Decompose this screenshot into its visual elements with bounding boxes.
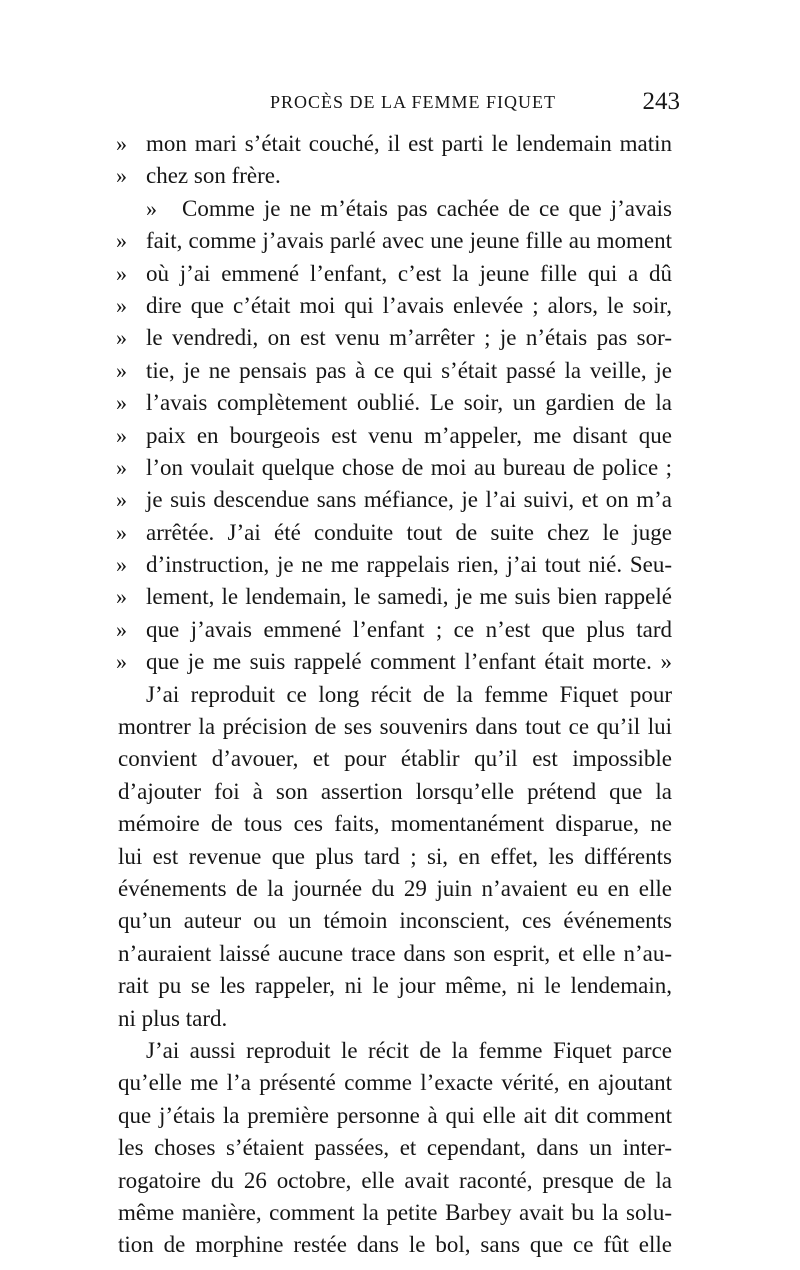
text-line-9	[0, 387, 800, 419]
line-4-quote-mark: »	[116, 228, 127, 254]
line-23-text: lui est revenue que plus tard ; si, en effet, les différents	[118, 843, 672, 869]
text-line-12	[0, 484, 800, 516]
text-line-8	[0, 355, 800, 387]
line-16-text: que j’avais emmené l’enfant ; ce n’est que plus tard	[146, 616, 672, 642]
line-17-quote-mark: »	[116, 649, 127, 675]
text-line-22	[0, 808, 800, 840]
line-6-quote-mark: »	[116, 292, 127, 318]
text-line-5	[0, 258, 800, 290]
line-14-quote-mark: »	[116, 552, 127, 578]
line-26-text: n’auraient laissé aucune trace dans son esprit, et elle n’au-	[118, 940, 672, 966]
text-line-19	[0, 711, 800, 743]
line-17-text: que je me suis rappelé comment l’enfant était morte. »	[146, 649, 672, 675]
text-line-28	[0, 1003, 800, 1035]
text-line-29	[0, 1035, 800, 1067]
line-25-text: qu’un auteur ou un témoin inconscient, ces événements	[118, 908, 672, 934]
text-line-26	[0, 938, 800, 970]
line-4-text: fait, comme j’avais parlé avec une jeune fille au moment	[146, 228, 672, 254]
text-line-30	[0, 1067, 800, 1099]
page-number: 243	[642, 88, 680, 115]
text-line-31	[0, 1100, 800, 1132]
line-31-text: que j’étais la première personne à qui elle ait dit comment	[118, 1102, 672, 1128]
text-line-13	[0, 517, 800, 549]
text-line-1	[0, 128, 800, 160]
line-7-text: le vendredi, on est venu m’arrêter ; je n’étais pas sor-	[146, 325, 672, 351]
line-11-text: l’on voulait quelque chose de moi au bureau de police ;	[146, 454, 672, 480]
page-header	[120, 88, 680, 122]
text-line-21	[0, 776, 800, 808]
line-3-text: Comme je ne m’étais pas cachée de ce que j’avais	[182, 195, 672, 221]
line-24-text: événements de la journée du 29 juin n’avaient eu en elle	[118, 875, 672, 901]
line-9-quote-mark: »	[116, 390, 127, 416]
line-16-quote-mark: »	[116, 616, 127, 642]
line-27-text: rait pu se les rappeler, ni le jour même, ni le lendemain,	[118, 973, 672, 999]
line-13-quote-mark: »	[116, 519, 127, 545]
text-line-32	[0, 1132, 800, 1164]
line-12-text: je suis descendue sans méfiance, je l’ai suivi, et on m’a	[146, 487, 672, 513]
line-35-text: tion de morphine restée dans le bol, sans que ce fût elle	[118, 1232, 672, 1258]
line-12-quote-mark: »	[116, 487, 127, 513]
text-line-25	[0, 905, 800, 937]
line-21-text: d’ajouter foi à son assertion lorsqu’elle prétend que la	[118, 778, 672, 804]
text-line-4	[0, 225, 800, 257]
text-line-33	[0, 1165, 800, 1197]
text-line-2	[0, 160, 800, 192]
running-title: PROCÈS DE LA FEMME FIQUET	[270, 92, 557, 112]
line-34-text: même manière, comment la petite Barbey avait bu la solu-	[118, 1199, 672, 1225]
line-13-text: arrêtée. J’ai été conduite tout de suite chez le juge	[146, 519, 672, 545]
line-30-text: qu’elle me l’a présenté comme l’exacte vérité, en ajoutant	[118, 1070, 672, 1096]
line-9-text: l’avais complètement oublié. Le soir, un gardien de la	[146, 390, 672, 416]
text-line-7	[0, 322, 800, 354]
line-29-text: J’ai aussi reproduit le récit de la femme Fiquet parce	[146, 1037, 672, 1063]
line-33-text: rogatoire du 26 octobre, elle avait raconté, presque de la	[118, 1167, 672, 1193]
text-line-18	[0, 679, 800, 711]
line-18-text: J’ai reproduit ce long récit de la femme Fiquet pour	[146, 681, 672, 707]
line-5-quote-mark: »	[116, 260, 127, 286]
text-line-23	[0, 841, 800, 873]
line-15-text: lement, le lendemain, le samedi, je me suis bien rappelé	[146, 584, 672, 610]
text-line-3	[0, 193, 800, 225]
text-line-27	[0, 970, 800, 1002]
page-body	[0, 128, 800, 1262]
line-2-text: chez son frère.	[146, 163, 281, 189]
text-line-35	[0, 1229, 800, 1261]
line-11-quote-mark: »	[116, 454, 127, 480]
text-line-10	[0, 420, 800, 452]
line-8-quote-mark: »	[116, 357, 127, 383]
text-line-6	[0, 290, 800, 322]
text-line-15	[0, 581, 800, 613]
text-line-16	[0, 614, 800, 646]
line-22-text: mémoire de tous ces faits, momentanément disparue, ne	[118, 811, 672, 837]
line-32-text: les choses s’étaient passées, et cependant, dans un inter-	[118, 1135, 672, 1161]
line-10-text: paix en bourgeois est venu m’appeler, me disant que	[146, 422, 672, 448]
text-line-34	[0, 1197, 800, 1229]
text-line-14	[0, 549, 800, 581]
line-15-quote-mark: »	[116, 584, 127, 610]
line-19-text: montrer la précision de ses souvenirs dans tout ce qu’il lui	[118, 714, 672, 740]
line-10-quote-mark: »	[116, 422, 127, 448]
line-3-quote-mark: »	[146, 195, 157, 221]
line-28-text: ni plus tard.	[118, 1005, 228, 1031]
text-line-20	[0, 743, 800, 775]
line-1-quote-mark: »	[116, 131, 127, 156]
line-20-text: convient d’avouer, et pour établir qu’il est impossible	[118, 746, 672, 772]
line-14-text: d’instruction, je ne me rappelais rien, j’ai tout nié. Seu-	[146, 552, 672, 578]
line-7-quote-mark: »	[116, 325, 127, 351]
text-line-17	[0, 646, 800, 678]
text-line-11	[0, 452, 800, 484]
line-5-text: où j’ai emmené l’enfant, c’est la jeune fille qui a dû	[146, 260, 672, 286]
line-2-quote-mark: »	[116, 163, 127, 189]
line-8-text: tie, je ne pensais pas à ce qui s’était passé la veille, je	[146, 357, 672, 383]
line-1-text: mon mari s’était couché, il est parti le lendemain matin	[146, 131, 672, 156]
line-6-text: dire que c’était moi qui l’avais enlevée ; alors, le soir,	[146, 292, 672, 318]
text-line-24	[0, 873, 800, 905]
